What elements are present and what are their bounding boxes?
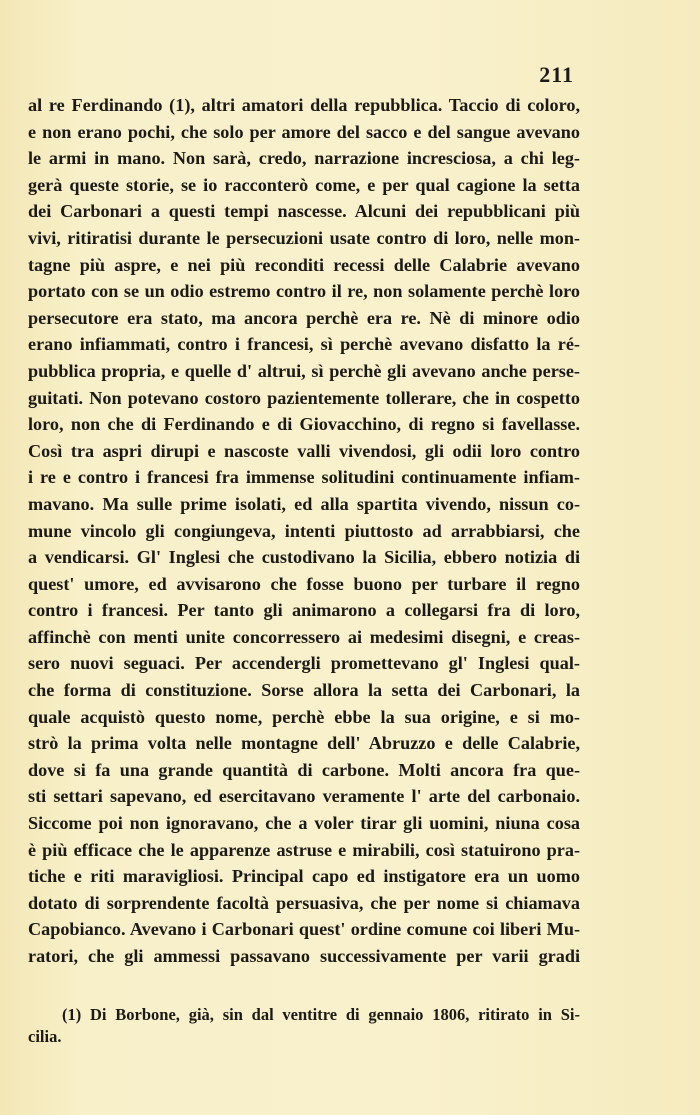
text-line: erano infiammati, contro i francesi, sì perchè avevano disfatto la ré- [28, 334, 580, 355]
text-line: vivi, ritiratisi durante le persecuzioni usate contro di loro, nelle mon- [28, 227, 580, 248]
text-line: gerà queste storie, se io racconterò come, e per qual cagione la setta [28, 174, 580, 195]
text-line: Siccome poi non ignoravano, che a voler tirar gli uomini, niuna cosa [28, 813, 580, 834]
footnote-line: (1) Di Borbone, già, sin dal ventitre di gennaio 1806, ritirato in Si- [62, 1005, 580, 1024]
footnote [28, 1004, 580, 1048]
text-line: le armi in mano. Non sarà, credo, narrazione incresciosa, a chi leg- [28, 148, 580, 169]
text-line: tiche e riti maravigliosi. Principal capo ed instigatore era un uomo [28, 866, 580, 887]
text-line: Così tra aspri dirupi e nascoste valli vivendosi, gli odii loro contro [28, 440, 580, 461]
text-line: ratori, che gli ammessi passavano successivamente per varii gradi [28, 946, 580, 966]
text-line: quale acquistò questo nome, perchè ebbe la sua origine, e si mo- [28, 706, 580, 727]
text-line: tagne più aspre, e nei più reconditi recessi delle Calabrie avevano [28, 254, 580, 275]
text-line: è più efficace che le apparenze astruse e mirabili, così statuirono pra- [28, 839, 580, 860]
page-number: 211 [539, 62, 574, 87]
text-line: che forma di constituzione. Sorse allora la setta dei Carbonari, la [28, 680, 580, 701]
text-line: a vendicarsi. Gl' Inglesi che custodivano la Sicilia, ebbero notizia di [28, 547, 580, 568]
text-line: dotato di sorprendente facoltà persuasiva, che per nome si chiamava [28, 892, 580, 913]
text-line: quest' umore, ed avvisarono che fosse buono per turbare il regno [28, 573, 580, 594]
body-text [28, 92, 580, 970]
text-line: dove si fa una grande quantità di carbone. Molti ancora fra que- [28, 759, 580, 780]
text-line: mune vincolo gli congiungeva, intenti piuttosto ad arrabbiarsi, che [28, 520, 580, 541]
text-line: i re e contro i francesi fra immense solitudini continuamente infiam- [28, 467, 580, 488]
text-line: portato con se un odio estremo contro il re, non solamente perchè loro [28, 281, 580, 302]
text-line: strò la prima volta nelle montagne dell' Abruzzo e delle Calabrie, [28, 733, 580, 754]
text-line: affinchè con menti unite concorressero ai medesimi disegni, e creas- [28, 626, 580, 647]
text-line: mavano. Ma sulle prime isolati, ed alla spartita vivendo, nissun co- [28, 493, 580, 514]
footnote-line: cilia. [28, 1027, 62, 1046]
text-line: e non erano pochi, che solo per amore del sacco e del sangue avevano [28, 121, 580, 142]
text-line: dei Carbonari a questi tempi nascesse. Alcuni dei repubblicani più [28, 201, 580, 222]
text-line: contro i francesi. Per tanto gli animarono a collegarsi fra di loro, [28, 600, 580, 621]
text-line: sti settari sapevano, ed esercitavano veramente l' arte del carbonaio. [28, 786, 580, 807]
text-line: persecutore era stato, ma ancora perchè era re. Nè di minore odio [28, 307, 580, 328]
text-line: loro, non che di Ferdinando e di Giovacchino, di regno si favellasse. [28, 414, 580, 435]
text-line: pubblica propria, e quelle d' altrui, sì perchè gli avevano anche perse- [28, 360, 580, 381]
text-line: sero nuovi seguaci. Per accendergli promettevano gl' Inglesi qual- [28, 653, 580, 674]
text-line: Capobianco. Avevano i Carbonari quest' ordine comune coi liberi Mu- [28, 919, 580, 940]
text-line: guitati. Non potevano costoro pazientemente tollerare, che in cospetto [28, 387, 580, 408]
text-line: al re Ferdinando (1), altri amatori della repubblica. Taccio di coloro, [28, 95, 580, 115]
